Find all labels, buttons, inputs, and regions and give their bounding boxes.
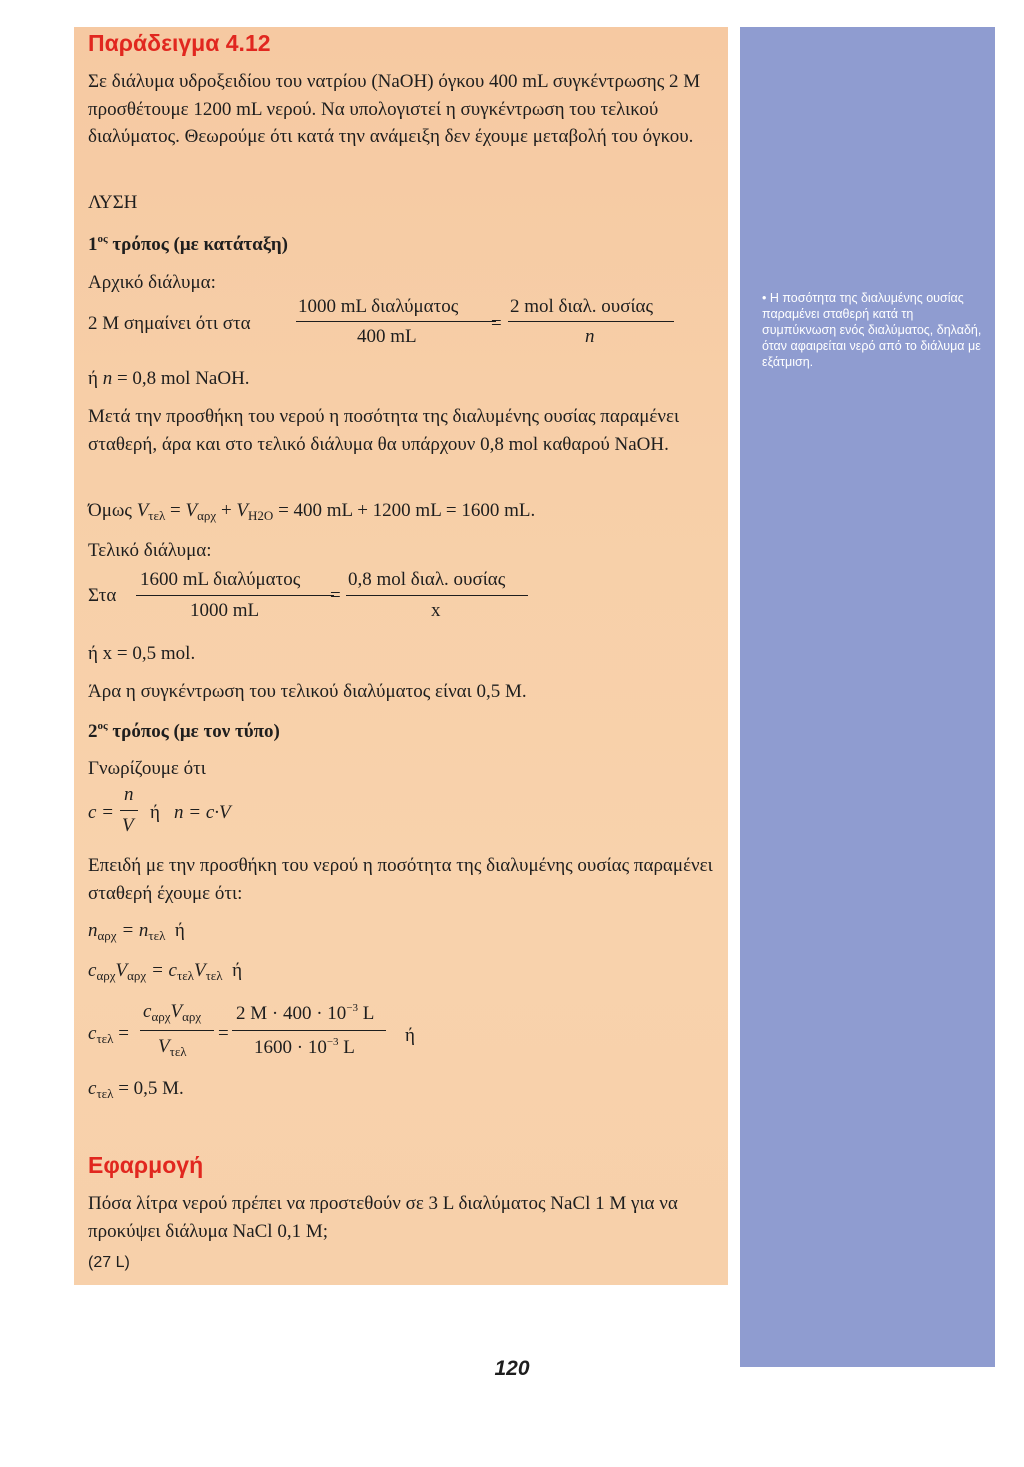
- means-text: 2 M σημαίνει ότι στα: [88, 313, 251, 334]
- page-number: 120: [494, 1357, 530, 1380]
- formula-equals: =: [218, 1023, 229, 1044]
- conclusion-text: Άρα η συγκέντρωση του τελικού διαλύματος είναι 0,5 M.: [88, 681, 527, 702]
- fraction-3-numerator: 1600 mL διαλύματος: [140, 569, 301, 590]
- fraction-2-line: [508, 321, 674, 322]
- n-numerator: n: [124, 784, 134, 805]
- numeric-denominator: $1600 \cdot 10^{-3}$ L: [254, 1036, 355, 1058]
- moles-result: ή n = 0,8 mol NaOH.: [88, 368, 250, 389]
- fraction-4-denominator: x: [431, 600, 441, 621]
- application-question: Πόσα λίτρα νερού πρέπει να προστεθούν σε 3 L διαλύματος NaCl 1 M για να προκύψει διάλυμα NaCl 0,1 M;: [88, 1193, 678, 1242]
- fraction-2-numerator: 2 mol διαλ. ουσίας: [510, 296, 654, 317]
- numeric-numerator: 2 $M \cdot 400 \cdot 10^{-3}$ L: [236, 1002, 375, 1024]
- sta-text: Στα: [88, 585, 117, 606]
- application-answer: (27 L): [88, 1254, 130, 1271]
- method2-heading: $2^{o\varsigma}$ τρόπος (με τον τύπο): [88, 720, 280, 742]
- or-text: ή: [150, 802, 160, 823]
- fraction-1-denominator: 400 mL: [357, 326, 417, 347]
- equals-sign: =: [491, 313, 502, 334]
- since-text: Επειδή με την προσθήκη του νερού η ποσότητα της διαλυμένης ουσίας παραμένει σταθερή έχουμε ότι:: [88, 855, 713, 904]
- numeric-fraction-line: [232, 1030, 386, 1031]
- fraction-3-line: [136, 595, 334, 596]
- after-addition-text: Μετά την προσθήκη του νερού η ποσότητα της διαλυμένης ουσίας παραμένει σταθερή, άρα και στο τελικό διάλυμα θα υπάρχουν 0,8 mol καθαρού NaOH.: [88, 406, 680, 455]
- problem-text: Σε διάλυμα υδροξειδίου του νατρίου (NaOH) όγκου 400 mL συγκέντρωσης 2 M προσθέτουμε 1200 mL νερού. Να υπολογιστεί η συγκέντρωση του τελικού διαλύματος. Θεωρούμε ότι κατά την ανάμειξη δεν έχουμε μεταβολή του όγκου.: [88, 71, 701, 147]
- fraction-1-numerator: 1000 mL διαλύματος: [298, 296, 459, 317]
- know-text: Γνωρίζουμε ότι: [88, 758, 206, 779]
- c-final-result: $c_{\tau\varepsilon\lambda} = 0,5$ M.: [88, 1078, 184, 1101]
- equals-sign-2: =: [330, 585, 341, 606]
- c-fraction-line: [120, 810, 138, 811]
- v-denominator: V: [122, 815, 134, 836]
- initial-solution-label: Αρχικό διάλυμα:: [88, 272, 216, 293]
- x-result: ή x = 0,5 mol.: [88, 643, 196, 664]
- formula-denominator: $V_{\tau\varepsilon\lambda}$: [158, 1036, 187, 1059]
- side-note: • Η ποσότητα της διαλυμένης ουσίας παραμένει σταθερή κατά τη συμπύκνωση ενός διαλύματος, δηλαδή, όταν αφαιρείται νερό από το διάλυμα με εξάτμιση.: [762, 291, 982, 369]
- fraction-4-numerator: 0,8 mol διαλ. ουσίας: [348, 569, 506, 590]
- fraction-2-denominator: n: [585, 326, 595, 347]
- volume-equation: Όμως $V_{\tau\varepsilon\lambda} = V_{\alpha\rho\chi} + V_{H2O} = 400$ mL + 1200 mL = 1600 mL.: [88, 500, 536, 523]
- solution-label: ΛΥΣΗ: [88, 192, 138, 213]
- formula-or: ή: [405, 1025, 415, 1046]
- method1-heading: $1^{o\varsigma}$ τρόπος (με κατάταξη): [88, 233, 288, 255]
- formula-fraction-line: [140, 1030, 214, 1031]
- fraction-3-denominator: 1000 mL: [190, 600, 260, 621]
- side-note-panel: [740, 27, 995, 1367]
- c-final-label: $c_{\tau\varepsilon\lambda}$ =: [88, 1023, 129, 1046]
- n-equals-cv: n = c·V: [174, 802, 231, 823]
- fraction-4-line: [346, 595, 528, 596]
- c-equals: c =: [88, 802, 115, 823]
- fraction-1-line: [296, 321, 496, 322]
- cv-conservation: $c_{\alpha\rho\chi}V_{\alpha\rho\chi} = c_{\tau\varepsilon\lambda}V_{\tau\varepsilon\lambda}$ ή: [88, 960, 243, 983]
- n-conservation: $n_{\alpha\rho\chi} = n_{\tau\varepsilon\lambda}$ ή: [88, 920, 185, 943]
- example-title: Παράδειγμα 4.12: [88, 30, 271, 56]
- final-solution-label: Τελικό διάλυμα:: [88, 540, 212, 561]
- application-title: Εφαρμογή: [88, 1152, 204, 1178]
- formula-numerator: $c_{\alpha\rho\chi}V_{\alpha\rho\chi}$: [143, 1001, 202, 1024]
